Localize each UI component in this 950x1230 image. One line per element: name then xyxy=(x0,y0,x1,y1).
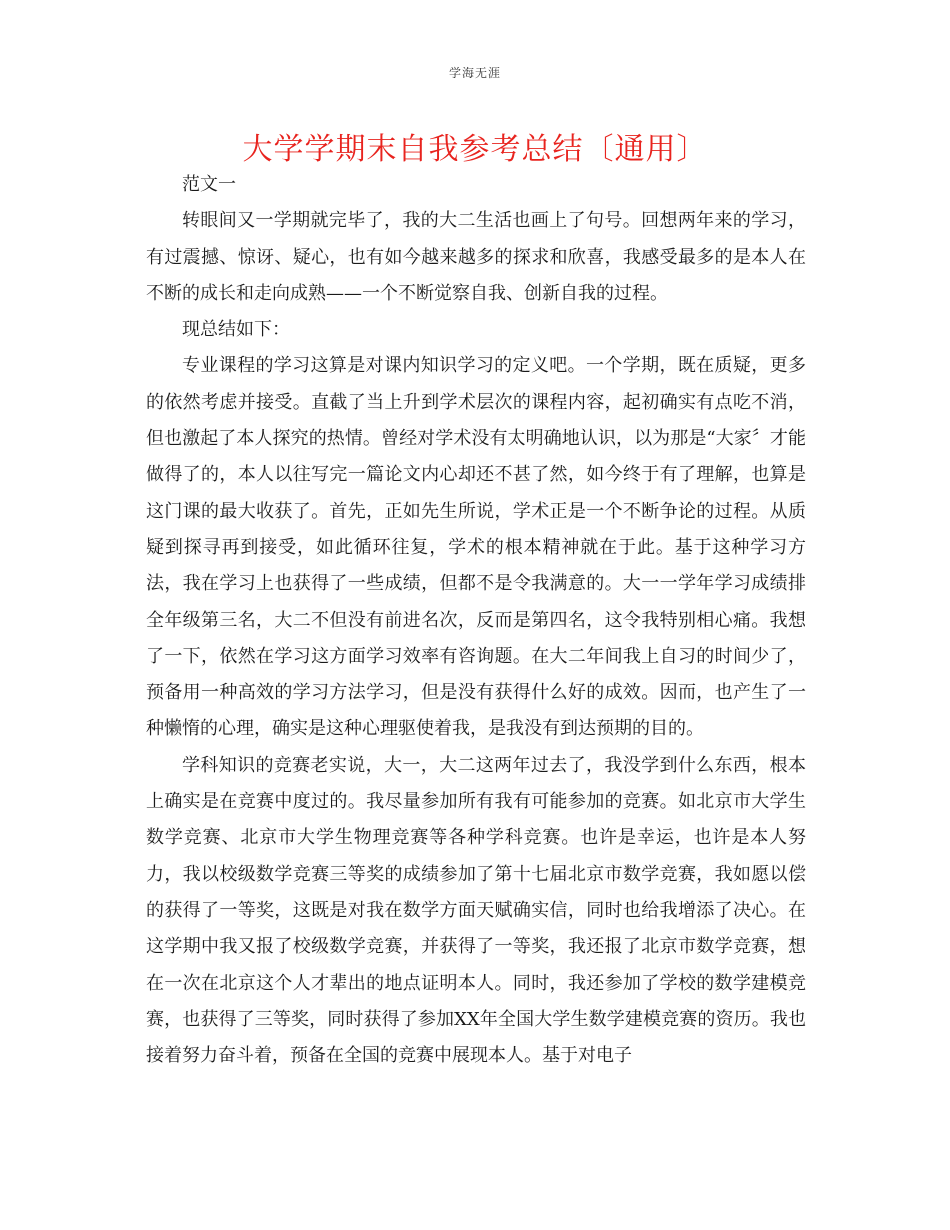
paragraph-label: 范文一 xyxy=(182,174,236,195)
paragraph-competitions: 学科知识的竞赛老实说，大一，大二这两年过去了，我没学到什么东西，根本上确实是在竞赛中度过的。我尽量参加所有我有可能参加的竞赛。如北京市大学生数学竞赛、北京市大学生物理竞赛等各种学科竞赛。也许是幸运，也许是本人努力，我以校级数学竞赛三等奖的成绩参加了第十七届北京市数学竞赛，我如愿以偿的获得了一等奖，这既是对我在数学方面天赋确实信，同时也给我增添了决心。在这学期中我又报了校级数学竞赛，并获得了一等奖，我还报了北京市数学竞赛，想在一次在北京这个人才辈出的地点证明本人。同时，我还参加了学校的数学建模竞赛，也获得了三等奖，同时获得了参加XX年全国大学生数学建模竞赛的资历。我也接着努力奋斗着，预备在全国的竞赛中展现本人。基于对电子 xyxy=(146,754,806,1067)
document-body xyxy=(146,167,806,1074)
document-title: 大学学期末自我参考总结〔通用〕 xyxy=(242,132,708,167)
paragraph-coursework: 专业课程的学习这算是对课内知识学习的定义吧。一个学期，既在质疑，更多的依然考虑并接受。直截了当上升到学术层次的课程内容，起初确实有点吃不消，但也激起了本人探究的热情。曾经对学术没有太明确地认识，以为那是“大家〞才能做得了的，本人以往写完一篇论文内心却还不甚了然，如今终于有了理解，也算是这门课的最大收获了。首先，正如先生所说，学术正是一个不断争论的过程。从质疑到探寻再到接受，如此循环往复，学术的根本精神就在于此。基于这种学习方法，我在学习上也获得了一些成绩，但都不是令我满意的。大一一学年学习成绩排全年级第三名，大二不但没有前进名次，反而是第四名，这令我特别相心痛。我想了一下，依然在学习这方面学习效率有咨询题。在大二年间我上自习的时间少了，预备用一种高效的学习方法学习，但是没有获得什么好的成效。因而，也产生了一种懒惰的心理，确实是这种心理驱使着我，是我没有到达预期的目的。 xyxy=(146,355,806,740)
paragraph-intro: 转眼间又一学期就完毕了，我的大二生活也画上了句号。回想两年来的学习，有过震撼、惊讶、疑心，也有如今越来越多的探求和欣喜，我感受最多的是本人在不断的成长和走向成熟——一个不断觉察自我、创新自我的过程。 xyxy=(146,210,806,304)
paragraph-summary-lead: 现总结如下： xyxy=(182,319,290,341)
page-header: 学海无涯 xyxy=(448,66,501,80)
